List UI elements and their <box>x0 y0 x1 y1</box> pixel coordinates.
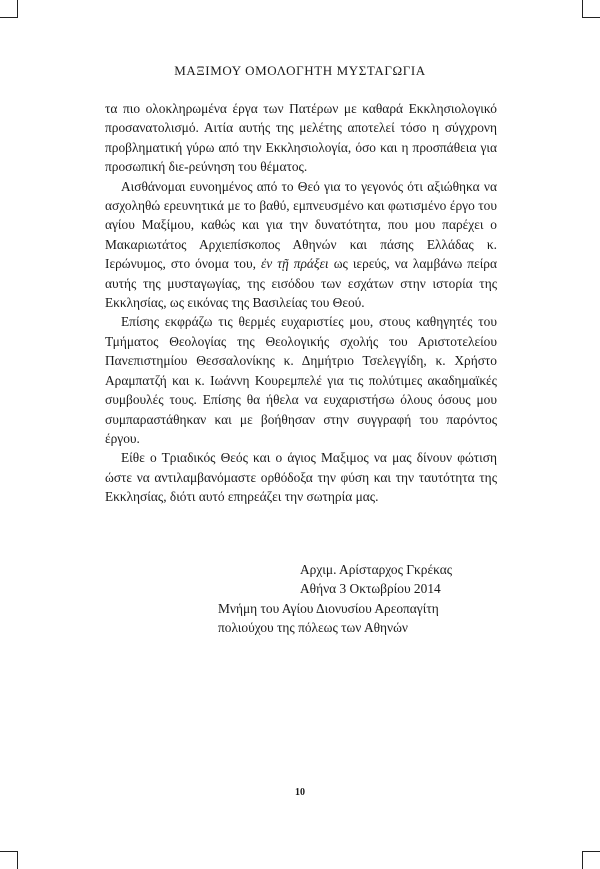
paragraph-2 <box>105 177 497 313</box>
crop-mark-bottom-right <box>582 851 583 869</box>
paragraph-2-italic: ἐν τῇ πράξει <box>261 256 329 272</box>
paragraph-3: Επίσης εκφράζω τις θερμές ευχαριστίες μου, στους καθηγητές του Τμήματος Θεολογίας της Θεολογικής σχολής του Αριστοτελείου Πανεπιστημίου Θεσσαλονίκης κ. Δημήτριο Τσελεγγίδη, κ. Χρήστο Αραμπατζή και κ. Ιωάννη Κουρεμπελέ για τις πολύτιμες ακαδημαϊκές συμβουλές τους. Επίσης θα ήθελα να ευχαριστήσω όλους όσους μου συμπαραστάθηκαν και με βοήθησαν στην συγγραφή του παρόντος έργου. <box>105 314 497 446</box>
page-number: 10 <box>295 787 305 798</box>
paragraph-2-end: ως ιερεύς, να λαμβάνω πείρα αυτής της μυσταγωγίας, της εισόδου των εσχάτων στην ιστορία της Εκκλησίας, ως εικόνας της Βασιλείας του Θεού. <box>105 256 497 311</box>
feast-line-1: Μνήμη του Αγίου Διονυσίου Αρεοπαγίτη <box>218 600 439 616</box>
feast-line-2: πολιούχου της πόλεως των Αθηνών <box>218 620 408 636</box>
crop-mark-bottom-left-h <box>0 851 18 852</box>
paragraph-1: τα πιο ολοκληρωμένα έργα των Πατέρων με καθαρά Εκκλησιολογικό προσανατολισμό. Αιτία αυτής της μελέτης αποτελεί τόσο η σύγχρονη προβληματική γύρω από την Εκκλησιολογία, όσο και η προσπάθεια για προσωπική διε-ρεύνηση του θέματος. <box>105 101 497 175</box>
paragraph-2-start: Αισθάνομαι ευνοημένος από το Θεό για το γεγονός ότι αξιώθηκα να ασχοληθώ ερευνητικά με το βαθύ, εμπνευσμένο και φωτισμένο έργο του αγίου Μαξίμου, καθώς και για την δυνατότητα, που μου παρέχει ο Μακαριωτάτος Αρχιεπίσκοπος Αθηνών και πάσης Ελλάδας κ. Ιερώνυμος, στο όνομα του, <box>105 178 497 272</box>
crop-mark-top-right <box>582 0 583 18</box>
body-text <box>105 99 497 507</box>
running-head: ΜΑΞΙΜΟΥ ΟΜΟΛΟΓΗΤΗ ΜΥΣΤΑΓΩΓΙΑ <box>174 63 426 78</box>
crop-mark-top-left <box>17 0 18 18</box>
crop-mark-top-right-h <box>582 17 600 18</box>
crop-mark-top-left-h <box>0 17 18 18</box>
crop-mark-bottom-left <box>17 851 18 869</box>
paragraph-4: Είθε ο Τριαδικός Θεός και ο άγιος Μαξιμος να μας δίνουν φώτιση ώστε να αντιλαμβανόμαστε ορθόδοξα την φύση και την ταυτότητα της Εκκλησίας, διότι αυτό επηρεάζει την σωτηρία μας. <box>105 450 497 505</box>
signature-block <box>212 560 452 638</box>
signature-name: Αρχιμ. Αρίσταρχος Γκρέκας <box>300 562 453 577</box>
crop-mark-bottom-right-h <box>582 851 600 852</box>
signature-date: Αθήνα 3 Οκτωβρίου 2014 <box>300 581 441 597</box>
